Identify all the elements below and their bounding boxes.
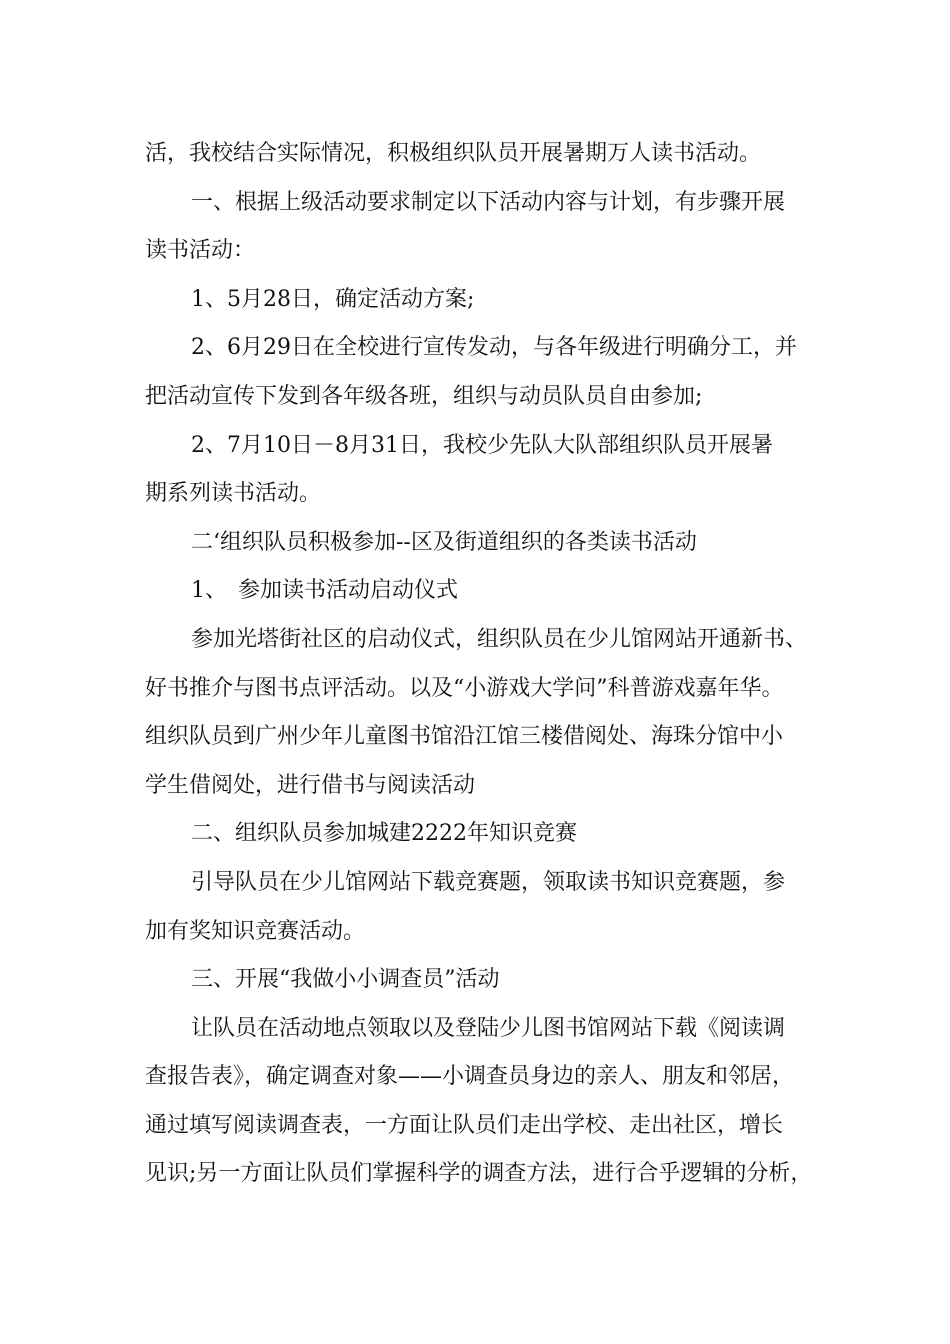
text-line: 1、5月28日，确定活动方案;	[191, 286, 475, 312]
text-line: 加有奖知识竞赛活动。	[145, 918, 366, 944]
text-line: 2、7月10日－8月31日，我校少先队大队部组织队员开展暑	[191, 432, 773, 458]
section-heading: 三、开展“我做小小调查员”活动	[191, 967, 500, 993]
text-line: 把活动宣传下发到各年级各班，组织与动员队员自由参加;	[145, 383, 703, 409]
section-heading: 二‘组织队员积极参加--区及街道组织的各类读书活动	[191, 529, 697, 555]
document-body	[145, 130, 825, 1199]
text-line: 组织队员到广州少年儿童图书馆沿江馆三楼借阅处、海珠分馆中小	[145, 724, 784, 750]
text-line: 读书活动：	[145, 238, 256, 264]
text-line: 让队员在活动地点领取以及登陆少儿图书馆网站下载《阅读调	[191, 1015, 786, 1041]
subsection-heading: 1、 参加读书活动启动仪式	[191, 578, 458, 604]
text-line: 查报告表》，确定调查对象——小调查员身边的亲人、朋友和邻居，	[145, 1064, 795, 1090]
text-line: 好书推介与图书点评活动。以及“小游戏大学问”科普游戏嘉年华。	[145, 675, 784, 701]
text-line: 见识;另一方面让队员们掌握科学的调查方法，进行合乎逻辑的分析，	[145, 1161, 813, 1187]
text-line: 通过填写阅读调查表，一方面让队员们走出学校、走出社区，增长	[145, 1112, 784, 1138]
text-line: 参加光塔街社区的启动仪式，组织队员在少儿馆网站开通新书、	[191, 626, 808, 652]
text-line: 引导队员在少儿馆网站下载竞赛题，领取读书知识竞赛题，参	[191, 869, 786, 895]
text-line: 2、6月29日在全校进行宣传发动，与各年级进行明确分工，并	[191, 335, 797, 361]
section-heading: 二、组织队员参加城建2222年知识竞赛	[191, 821, 577, 847]
text-line: 学生借阅处，进行借书与阅读活动	[145, 772, 476, 798]
text-line: 活，我校结合实际情况，积极组织队员开展暑期万人读书活动。	[145, 141, 762, 166]
text-line: 一、根据上级活动要求制定以下活动内容与计划，有步骤开展	[191, 189, 786, 215]
text-line: 期系列读书活动。	[145, 481, 322, 507]
